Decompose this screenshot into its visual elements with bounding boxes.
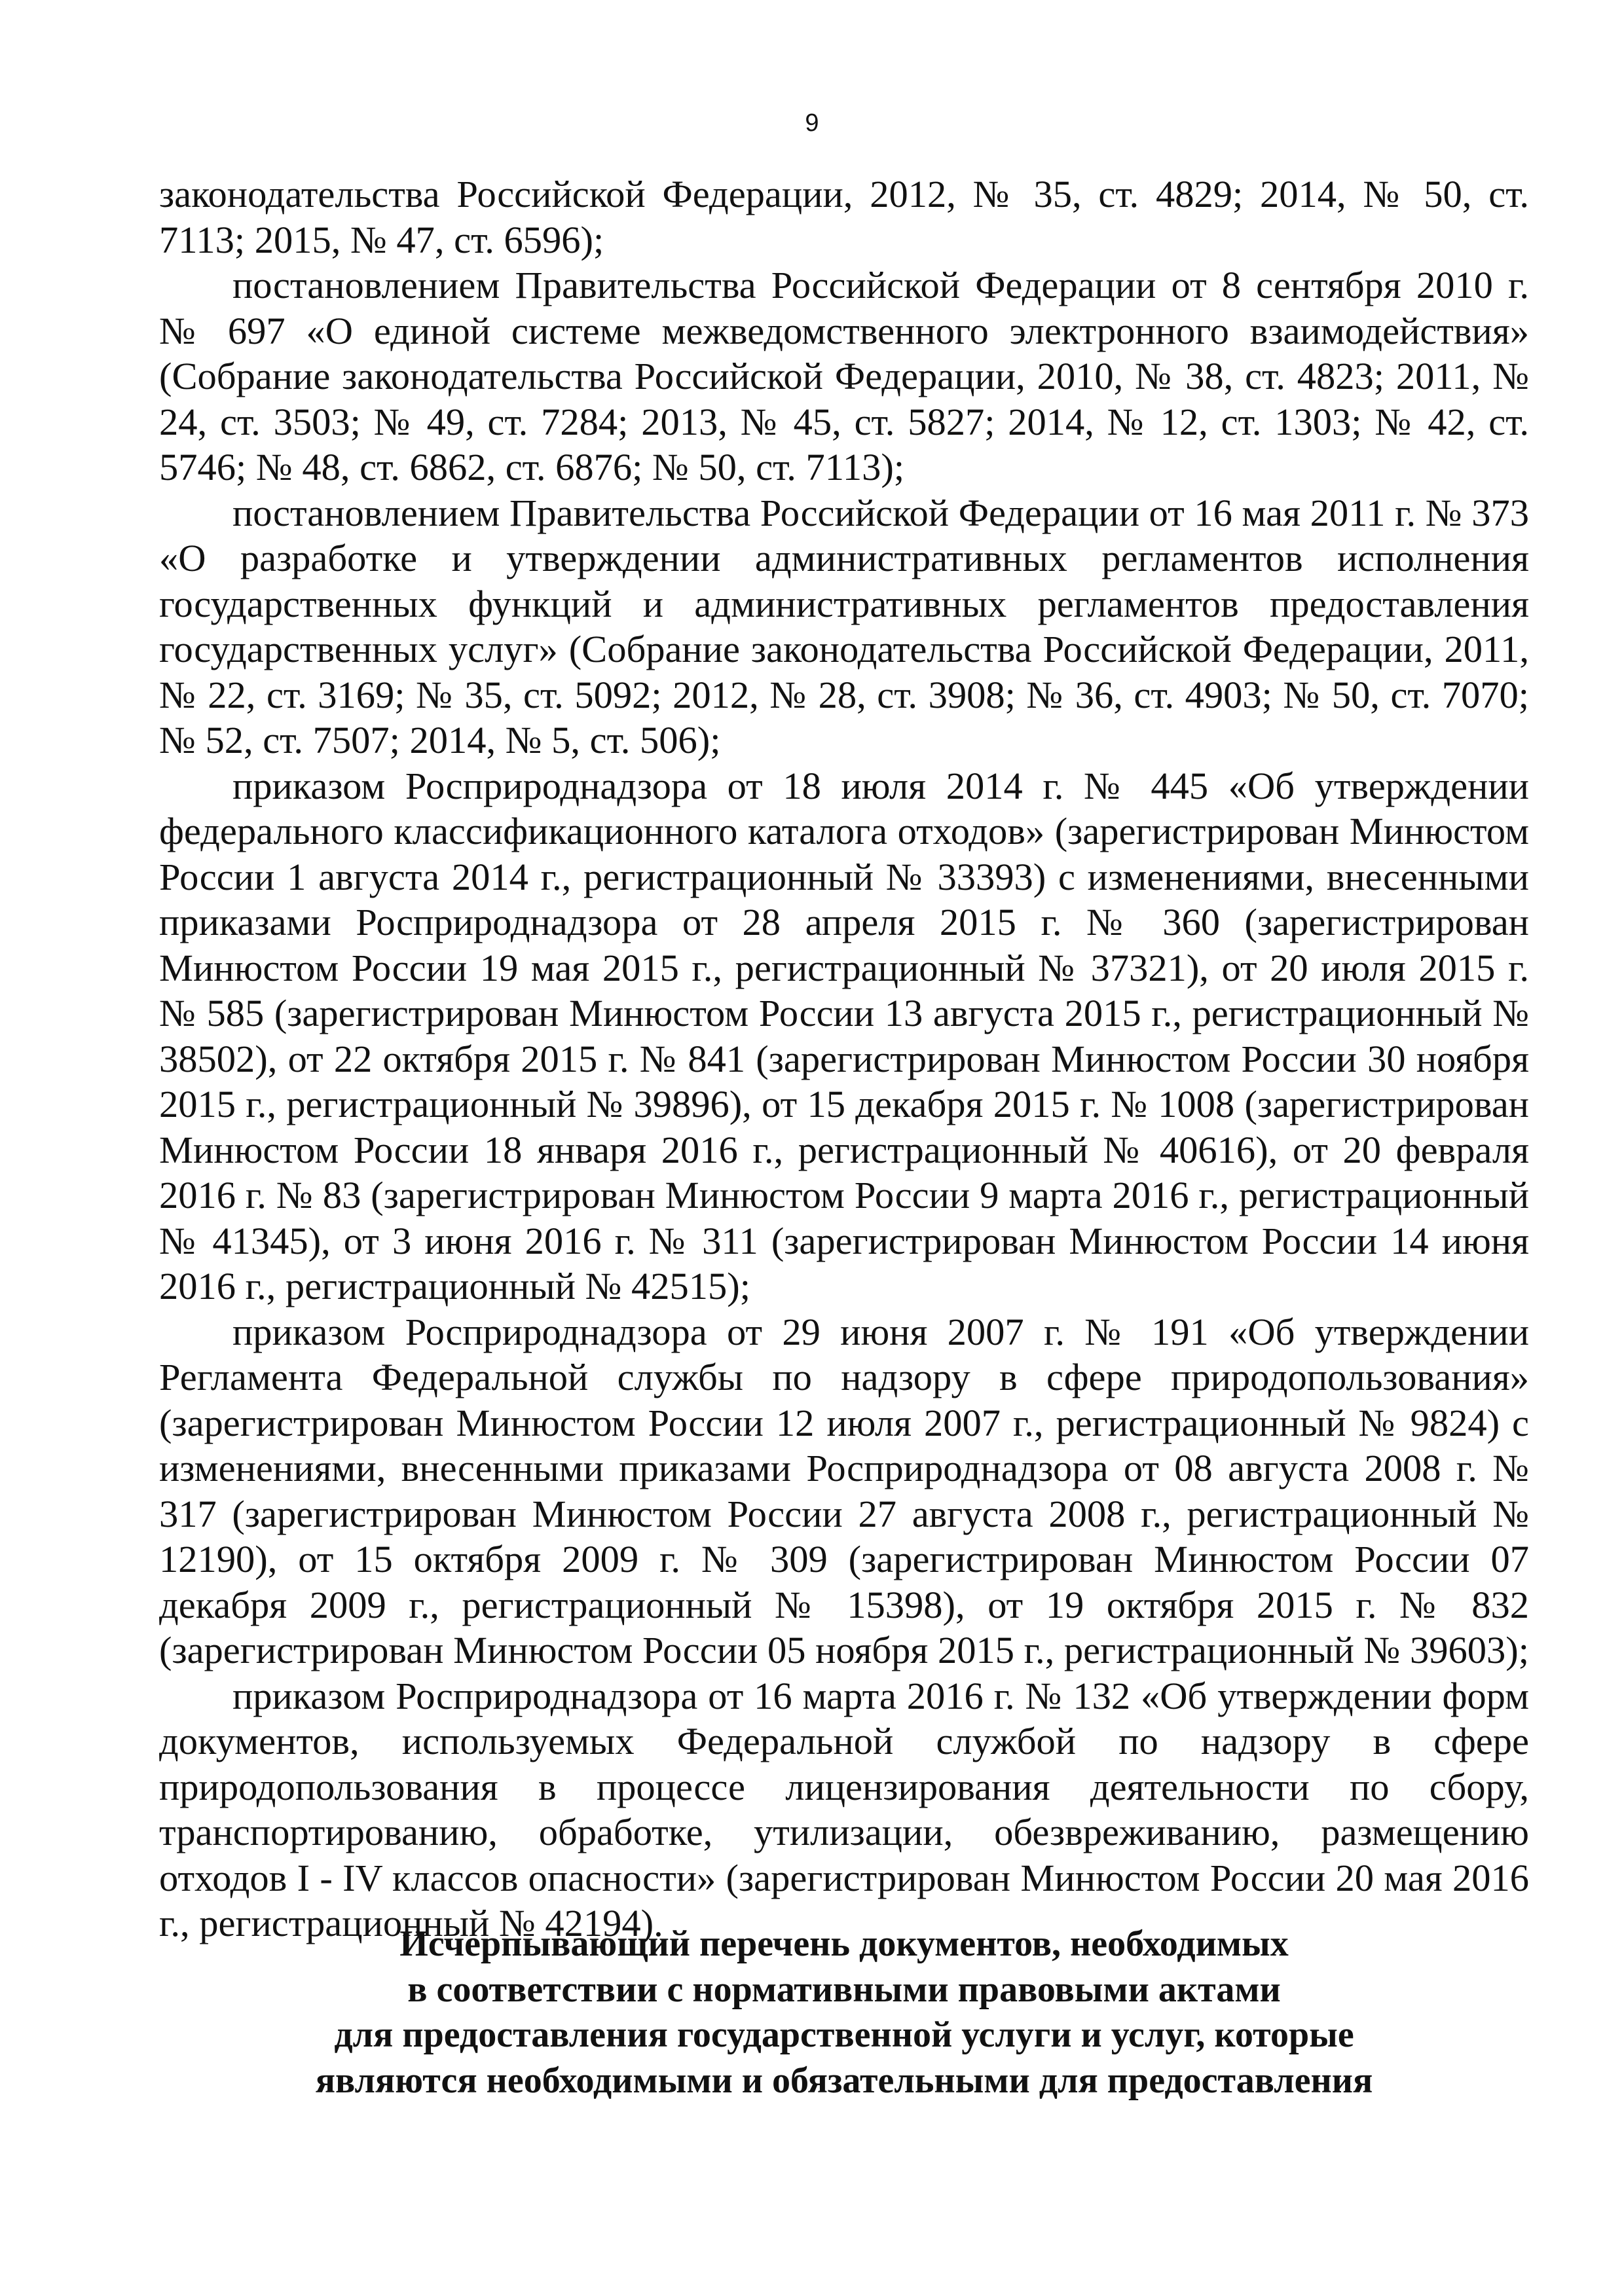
paragraph-resolution-373: постановлением Правительства Российской Федерации от 16 мая 2011 г. № 373 «О разработке и утверждении административных регламентов исполнения государственных функций и административных регламентов предоставления государственных услуг» (Собрание законодательства Российской Федерации, 2011, № 22, ст. 3169; № 35, ст. 5092; 2012, № 28, ст. 3908; № 36, ст. 4903; № 50, ст. 7070; № 52, ст. 7507; 2014, № 5, ст. 506); bbox=[159, 491, 1529, 761]
heading-line: являются необходимыми и обязательными для предоставления bbox=[315, 2060, 1373, 2101]
paragraph-continuation: законодательства Российской Федерации, 2012, № 35, ст. 4829; 2014, № 50, ст. 7113; 2015, № 47, ст. 6596); bbox=[159, 173, 1529, 261]
paragraph-order-132: приказом Росприроднадзора от 16 марта 2016 г. № 132 «Об утверждении форм документов, используемых Федеральной службой по надзору в сфере природопользования в процессе лицензирования деятельности по сбору, транспортированию, обработке, утилизации, обезвреживанию, размещению отходов I - IV классов опасности» (зарегистрирован Минюстом России 20 мая 2016 г., регистрационный № 42194). bbox=[159, 1674, 1529, 1944]
heading-line: для предоставления государственной услуги и услуг, которые bbox=[334, 2014, 1354, 2055]
heading-line: Исчерпывающий перечень документов, необходимых bbox=[399, 1923, 1289, 1964]
paragraph-order-191: приказом Росприроднадзора от 29 июня 2007 г. № 191 «Об утверждении Регламента Федеральной службы по надзору в сфере природопользования» (зарегистрирован Минюстом России 12 июля 2007 г., регистрационный № 9824) с изменениями, внесенными приказами Росприроднадзора от 08 августа 2008 г. № 317 (зарегистрирован Минюстом России 27 августа 2008 г., регистрационный № 12190), от 15 октября 2009 г. № 309 (зарегистрирован Минюстом России 07 декабря 2009 г., регистрационный № 15398), от 19 октября 2015 г. № 832 (зарегистрирован Минюстом России 05 ноября 2015 г., регистрационный № 39603); bbox=[159, 1310, 1530, 1671]
paragraph-resolution-697: постановлением Правительства Российской Федерации от 8 сентября 2010 г. № 697 «О единой системе межведомственного электронного взаимодействия» (Собрание законодательства Российской Федерации, 2010, № 38, ст. 4823; 2011, № 24, ст. 3503; № 49, ст. 7284; 2013, № 45, ст. 5827; 2014, № 12, ст. 1303; № 42, ст. 5746; № 48, ст. 6862, ст. 6876; № 50, ст. 7113); bbox=[159, 264, 1530, 488]
heading-line: в соответствии с нормативными правовыми актами bbox=[407, 1969, 1281, 2010]
section-heading bbox=[159, 1922, 1529, 2104]
page-number: 9 bbox=[805, 109, 819, 137]
document-body bbox=[159, 172, 1529, 1946]
paragraph-order-445: приказом Росприроднадзора от 18 июля 2014 г. № 445 «Об утверждении федерального классификационного каталога отходов» (зарегистрирован Минюстом России 1 августа 2014 г., регистрационный № 33393) с изменениями, внесенными приказами Росприроднадзора от 28 апреля 2015 г. № 360 (зарегистрирован Минюстом России 19 мая 2015 г., регистрационный № 37321), от 20 июля 2015 г. № 585 (зарегистрирован Минюстом России 13 августа 2015 г., регистрационный № 38502), от 22 октября 2015 г. № 841 (зарегистрирован Минюстом России 30 ноября 2015 г., регистрационный № 39896), от 15 декабря 2015 г. № 1008 (зарегистрирован Минюстом России 18 января 2016 г., регистрационный № 40616), от 20 февраля 2016 г. № 83 (зарегистрирован Минюстом России 9 марта 2016 г., регистрационный № 41345), от 3 июня 2016 г. № 311 (зарегистрирован Минюстом России 14 июня 2016 г., регистрационный № 42515); bbox=[159, 764, 1530, 1307]
